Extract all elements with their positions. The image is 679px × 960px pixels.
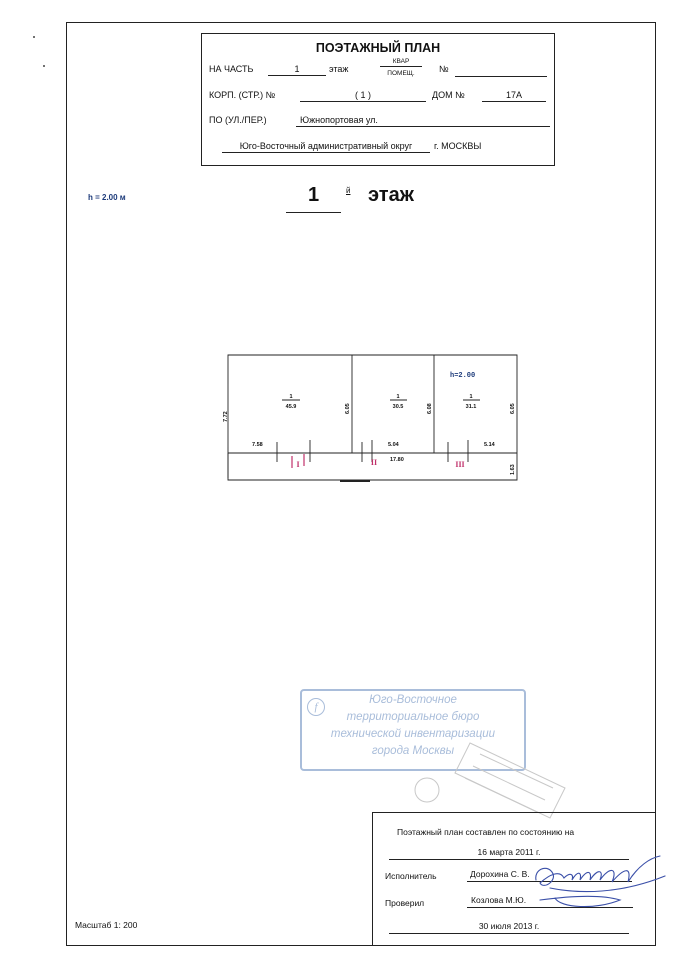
corner-stamp-outline: [455, 743, 565, 818]
dim-total: 17.80: [390, 457, 404, 463]
dim-w2: 5.04: [388, 442, 399, 448]
room-3-number: 1: [469, 394, 473, 400]
executor-name: Дорохина С. В.: [467, 869, 632, 882]
section-label-2: II: [370, 458, 378, 467]
signature-stroke: [536, 856, 665, 907]
korp-label: КОРП. (СТР.) №: [209, 90, 276, 100]
room-2-area: 30.5: [392, 404, 404, 410]
floor-label: этаж: [329, 64, 349, 74]
check-date: 30 июля 2013 г.: [389, 921, 629, 934]
dim-right-small: 1.63: [510, 464, 516, 475]
pomesh-label: ПОМЕЩ.: [387, 70, 415, 77]
scan-speck: [43, 65, 45, 67]
number-label: №: [439, 64, 449, 74]
section-label-3: III: [455, 460, 465, 469]
plan-title: ПОЭТАЖНЫЙ ПЛАН: [315, 41, 441, 55]
stamp-line: территориальное бюро: [346, 711, 480, 723]
dim-w1: 7.58: [252, 442, 263, 448]
scan-speck: [33, 36, 35, 38]
status-label: Поэтажный план составлен по состоянию на: [397, 827, 575, 837]
stamp-line: города Москвы: [371, 745, 455, 757]
stamp-line: Юго-Восточное: [369, 694, 457, 706]
room-1-area: 45.9: [285, 404, 297, 410]
kvar-label: КВАР: [380, 58, 422, 67]
section-label-1: I: [296, 460, 300, 469]
street-value: Южнопортовая ул.: [296, 115, 550, 127]
number-blank: [455, 76, 547, 77]
floor-number: 1: [307, 184, 320, 206]
stamp-logo-icon: f: [307, 698, 325, 716]
dim-w3: 5.14: [484, 442, 495, 448]
faint-corner-stamp: [405, 738, 580, 823]
dim-wall-b: 6.08: [427, 403, 433, 414]
part-label: НА ЧАСТЬ: [209, 64, 254, 74]
dom-value: 17А: [482, 90, 546, 102]
floor-word: этаж: [368, 184, 414, 206]
district-value: Юго-Восточный административный округ: [222, 141, 430, 153]
dim-wall-a: 6.05: [345, 403, 351, 414]
status-date: 16 марта 2011 г.: [389, 847, 629, 860]
signature: [500, 848, 670, 913]
scale-label: Масштаб 1: 200: [75, 920, 138, 930]
city-value: г. МОСКВЫ: [434, 141, 482, 151]
stamp-line: технической инвентаризации: [330, 728, 496, 740]
plan-height-label: h=2.00: [450, 372, 476, 380]
dom-label: ДОМ №: [432, 90, 465, 100]
executor-label: Исполнитель: [385, 871, 437, 881]
floor-plan: [222, 350, 522, 490]
street-label: ПО (УЛ./ПЕР.): [209, 115, 267, 125]
floor-value: 1: [268, 64, 326, 76]
dim-left-height: 7.72: [223, 411, 229, 422]
corner-stamp-lines: [465, 754, 553, 812]
korp-value: ( 1 ): [300, 90, 426, 102]
room-3-area: 31.1: [465, 404, 477, 410]
checker-name: Козлова М.Ю.: [467, 895, 633, 908]
title-block: [201, 33, 555, 166]
floor-suffix: й: [346, 186, 351, 195]
room-1-number: 1: [289, 394, 293, 400]
dim-wall-c: 6.05: [510, 403, 516, 414]
checker-label: Проверил: [385, 898, 425, 908]
floor-height-label: h = 2.00 м: [88, 193, 126, 202]
corner-stamp-circle: [415, 778, 439, 802]
room-2-number: 1: [396, 394, 400, 400]
floor-number-underline: [286, 212, 341, 213]
